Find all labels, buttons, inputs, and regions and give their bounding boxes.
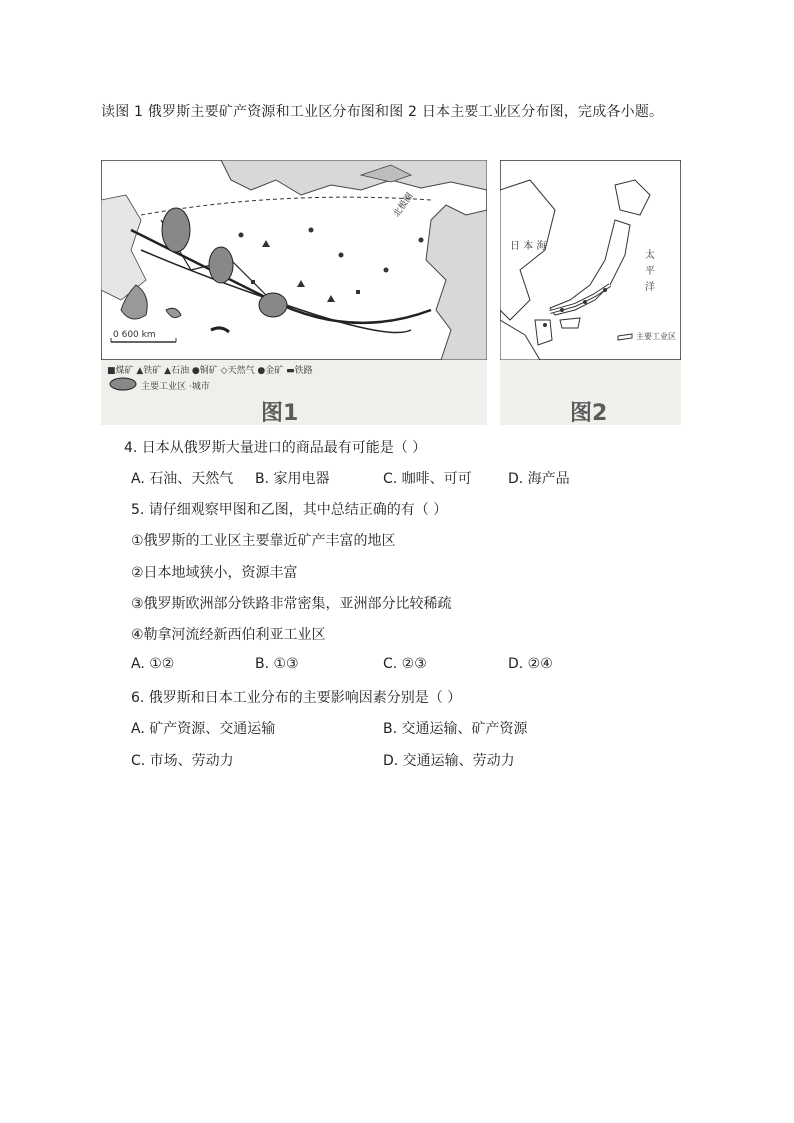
japan-legend: 主要工业区 bbox=[636, 332, 676, 341]
question-5-option-c: C. ②③ bbox=[383, 656, 427, 672]
question-5-statement-3: ③俄罗斯欧洲部分铁路非常密集，亚洲部分比较稀疏 bbox=[131, 596, 452, 612]
legend-minerals: ■煤矿 ▲铁矿 ▲石油 ●铜矿 ◇天然气 ●金矿 ▬铁路 bbox=[107, 366, 313, 376]
question-4-option-d: D. 海产品 bbox=[508, 471, 570, 487]
pacific-ocean-label: 太 平 洋 bbox=[645, 250, 655, 293]
question-4-stem: 4. 日本从俄罗斯大量进口的商品最有可能是（ ） bbox=[124, 440, 427, 456]
question-6-option-c: C. 市场、劳动力 bbox=[131, 753, 234, 769]
question-5-statement-1: ①俄罗斯的工业区主要靠近矿产丰富的地区 bbox=[131, 533, 396, 549]
question-4-option-b: B. 家用电器 bbox=[255, 471, 330, 487]
question-6-stem: 6. 俄罗斯和日本工业分布的主要影响因素分别是（ ） bbox=[131, 690, 462, 706]
question-6-option-a: A. 矿产资源、交通运输 bbox=[131, 721, 276, 737]
question-6-option-b: B. 交通运输、矿产资源 bbox=[383, 721, 528, 737]
question-5-statement-4: ④勒拿河流经新西伯利亚工业区 bbox=[131, 627, 326, 643]
question-5-option-a: A. ①② bbox=[131, 656, 175, 672]
question-5-statement-2: ②日本地域狭小，资源丰富 bbox=[131, 565, 298, 581]
arctic-circle-label: 北极圈 bbox=[391, 191, 416, 220]
question-5-stem: 5. 请仔细观察甲图和乙图，其中总结正确的有（ ） bbox=[131, 502, 448, 518]
japan-map-figure bbox=[500, 160, 681, 425]
question-4-option-a: A. 石油、天然气 bbox=[131, 471, 234, 487]
legend-industrial: 主要工业区 ·城市 bbox=[141, 382, 210, 392]
figure2-caption: 图2 bbox=[570, 401, 608, 426]
question-6-option-d: D. 交通运输、劳动力 bbox=[383, 753, 515, 769]
scale-label: 0 600 km bbox=[113, 330, 156, 340]
question-4-option-c: C. 咖啡、可可 bbox=[383, 471, 472, 487]
figure1-caption: 图1 bbox=[261, 401, 299, 426]
japan-sea-label: 日 本 海 bbox=[510, 241, 547, 252]
russia-map-figure bbox=[101, 160, 487, 425]
intro-text: 读图 1 俄罗斯主要矿产资源和工业区分布图和图 2 日本主要工业区分布图，完成各小题。 bbox=[101, 104, 664, 120]
question-5-option-d: D. ②④ bbox=[508, 656, 553, 672]
question-5-option-b: B. ①③ bbox=[255, 656, 299, 672]
